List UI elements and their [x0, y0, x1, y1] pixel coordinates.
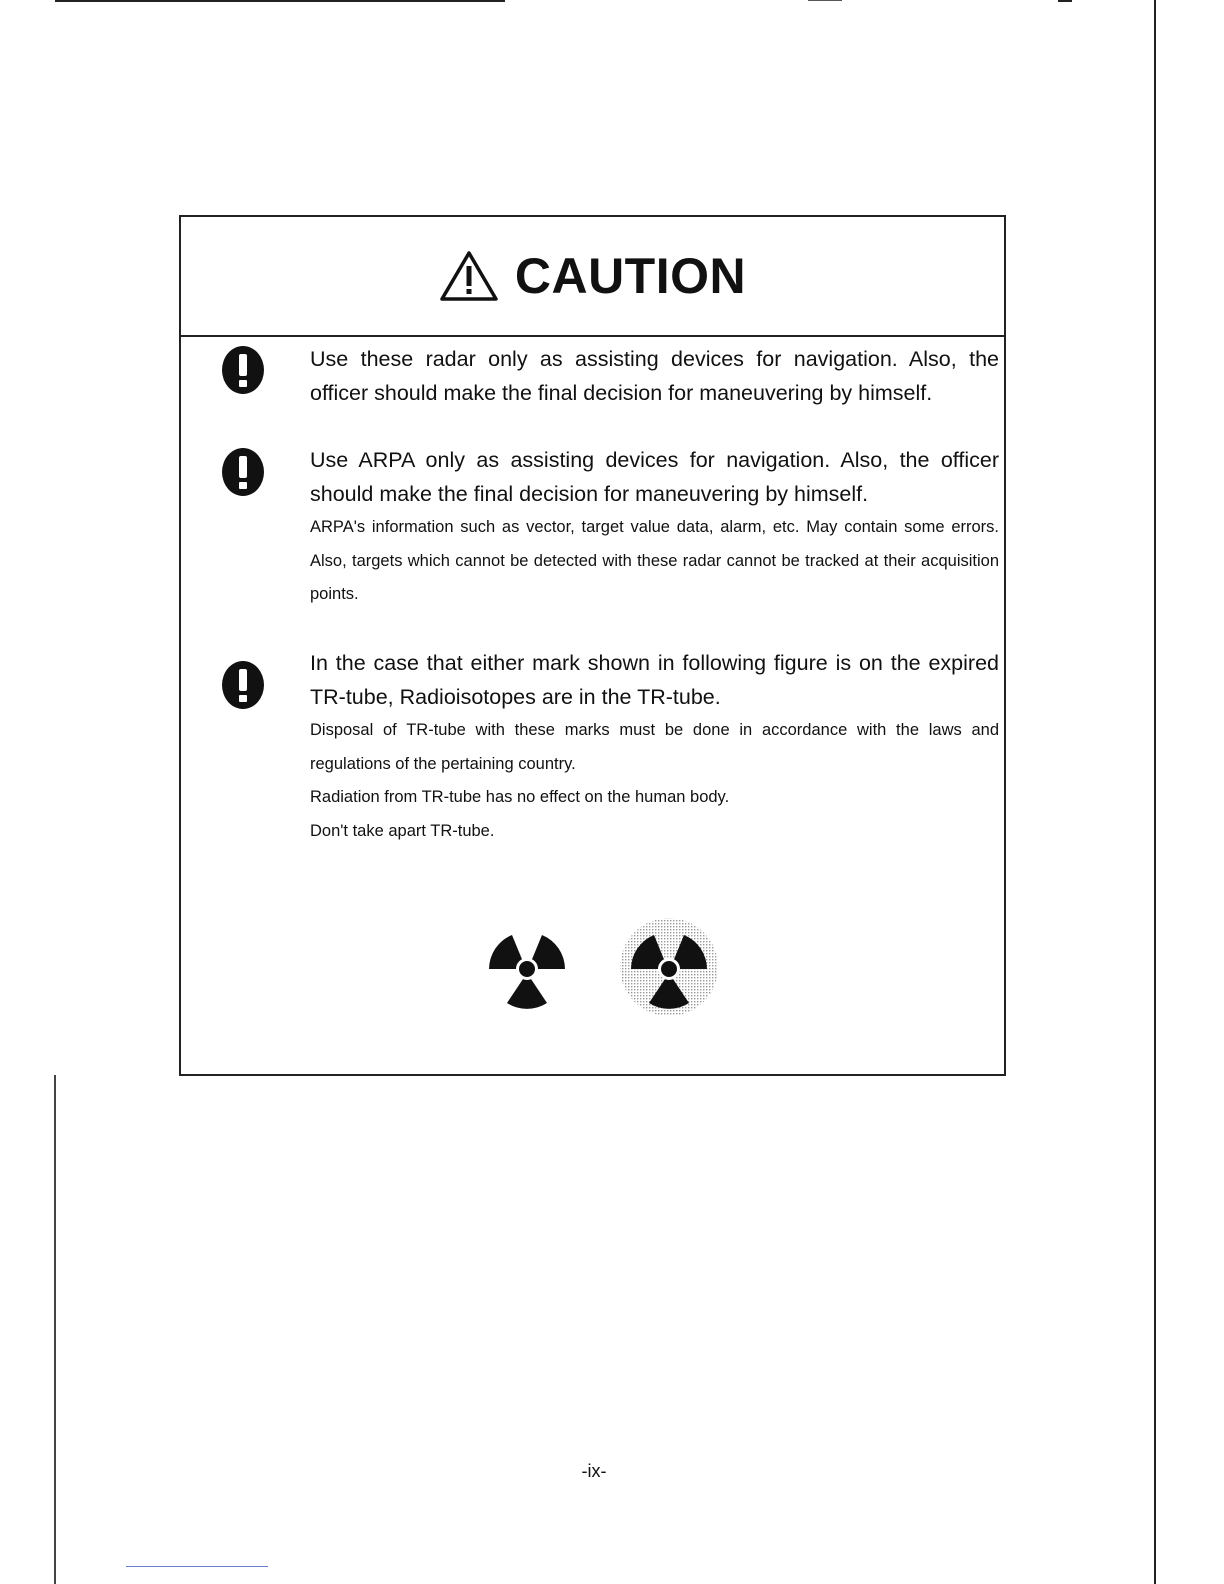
caution-note: Disposal of TR-tube with these marks must be done in accordance with the laws and regulations of the pertaining country. [310, 721, 999, 773]
mandatory-action-icon [220, 660, 266, 710]
caution-box [179, 215, 1006, 1076]
caution-item-text [310, 443, 999, 612]
radiation-trefoil-icon [477, 917, 577, 1017]
scan-bottom-mark [126, 1566, 268, 1567]
radiation-trefoil-shaded-icon [619, 917, 719, 1017]
scan-top-mark [1058, 0, 1072, 2]
warning-triangle-icon [439, 250, 499, 302]
radiation-marks-figure [477, 917, 719, 1017]
mandatory-action-icon [220, 447, 266, 497]
caution-main-text: Use ARPA only as assisting devices for navigation. Also, the officer should make the final decision for maneuvering by himself. [310, 448, 999, 506]
caution-header [181, 217, 1004, 337]
caution-note: Radiation from TR-tube has no effect on the human body. [310, 788, 730, 806]
caution-main-text: Use these radar only as assisting devices for navigation. Also, the officer should make the final decision for maneuvering by himself. [310, 347, 999, 405]
page-number: -ix- [581, 1461, 607, 1481]
mandatory-action-icon [220, 345, 266, 395]
caution-note: Don't take apart TR-tube. [310, 821, 495, 840]
scan-top-rule [55, 0, 505, 2]
caution-note: ARPA's information such as vector, target value data, alarm, etc. May contain some errors. Also, targets which cannot be detected with these radar cannot be tracked at their acquisition points. [310, 518, 999, 603]
caution-item-text [310, 646, 999, 848]
caution-main-text: In the case that either mark shown in following figure is on the expired TR-tube, Radioisotopes are in the TR-tube. [310, 651, 999, 709]
caution-item-text [310, 342, 999, 410]
caution-title: CAUTION [514, 248, 747, 304]
scan-left-edge [54, 1075, 56, 1584]
scan-right-edge [1154, 0, 1156, 1584]
scan-top-mark [808, 0, 842, 1]
